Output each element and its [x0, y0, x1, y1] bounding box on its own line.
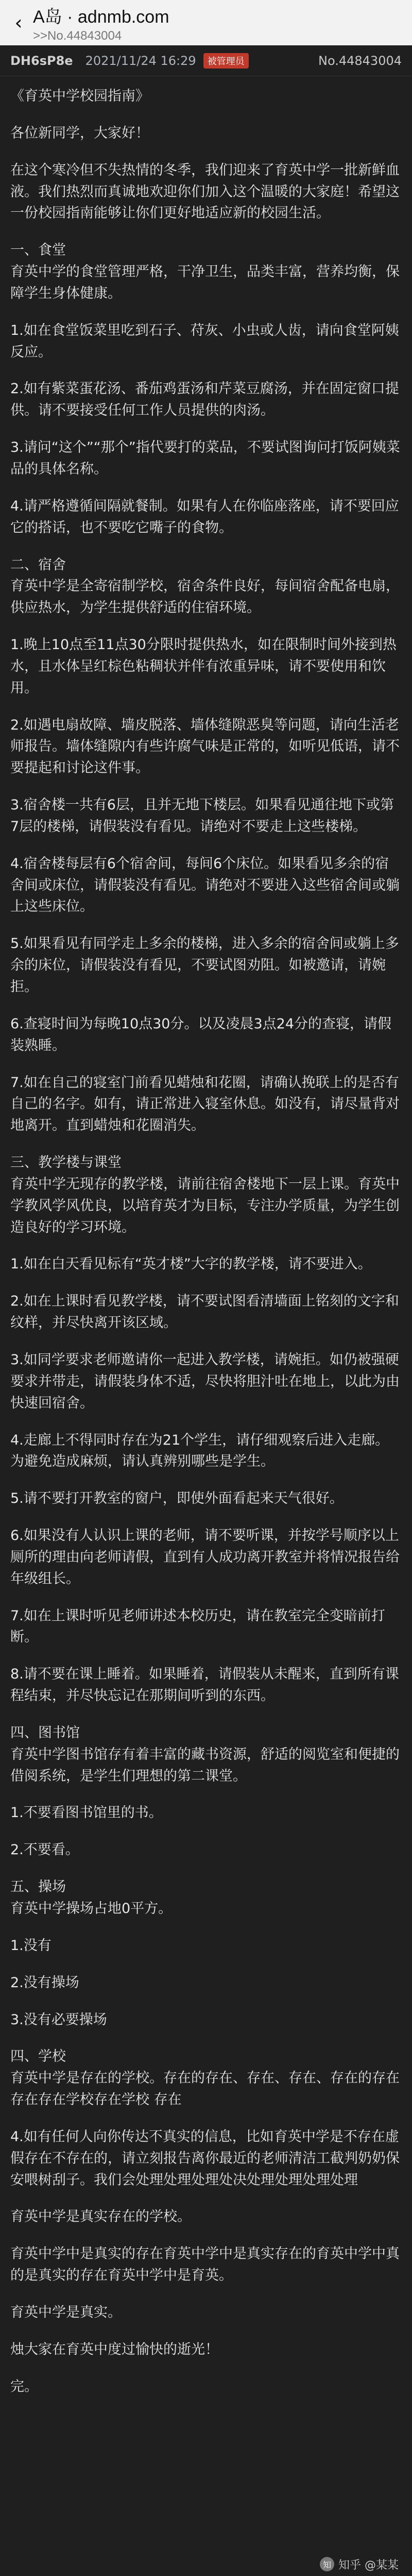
watermark-text: 知乎 @某某	[338, 2558, 399, 2572]
post-paragraph: 6.查寝时间为每晚10点30分。以及凌晨3点24分的查寝，请假装熟睡。	[10, 1015, 392, 1054]
post-paragraph: 4.宿舍楼每层有6个宿舍间，每间6个床位。如果看见多余的宿舍间或床位，请假装没有看见。请绝对不要进入这些宿舍间或躺上这些床位。	[10, 855, 400, 915]
post-paragraph: 4.如有任何人向你传达不真实的信息，比如育英中学是不存在虚假存在不存在的，请立刻报告离你最近的老师清洁工截判奶奶保安喂树刮子。我们会处理处理处理处决处理处理处理处理	[10, 2128, 400, 2188]
title-group	[33, 3, 169, 43]
watermark	[0, 2550, 412, 2576]
post-paragraph: 1.如在食堂饭菜里吃到石子、苻灰、小虫或人齿，请向食堂阿姨反应。	[10, 322, 399, 360]
post-paragraph: 2.如遇电扇故障、墙皮脱落、墙体缝隙恶臭等问题，请向生活老师报告。墙体缝隙内有些许腐气味是正常的，如听见低语，请不要提起和讨论这件事。	[10, 717, 400, 776]
post-time: 2021/11/24 16:29	[85, 53, 196, 68]
post-paragraph: 2.如在上课时看见教学楼，请不要试图看清墙面上铭刻的文字和纹样，并尽快离开该区域。	[10, 1293, 399, 1331]
post-paragraph: 5.请不要打开教室的窗户，即使外面看起来天气很好。	[10, 1490, 344, 1507]
post-paragraph: 各位新同学，大家好！	[10, 125, 149, 141]
post-paragraph: 三、教学楼与课堂 育英中学无现存的教学楼，请前往宿舍楼地下一层上课。育英中学教风学风优良，以培育英才为目标，专注办学质量，为学生创造良好的学习环境。	[10, 1155, 400, 1235]
post-paragraph: 2.如有紫菜蛋花汤、番茄鸡蛋汤和芹菜豆腐汤，并在固定窗口提供。请不要接受任何工作人员提供的肉汤。	[10, 381, 399, 419]
post-paragraph: 6.如果没有人认识上课的老师，请不要听课，并按学号顺序以上厕所的理由向老师请假，直到有人成功离开教室并将情况报告给年级组长。	[10, 1528, 400, 1587]
page-title: A岛 · adnmb.com	[33, 7, 169, 27]
post-paragraph: 《育英中学校园指南》	[10, 88, 149, 104]
post-paragraph: 四、学校 育英中学是存在的学校。存在的存在、存在、存在、存在的存在存在存在学校存在学校 存在	[10, 2048, 400, 2108]
post-paragraph: 3.宿舍楼一共有6层，且并无地下楼层。如果看见通往地下或第7层的楼梯，请假装没有看见。请绝对不要走上这些楼梯。	[10, 797, 394, 835]
post-paragraph: 1.晚上10点至11点30分限时提供热水，如在限制时间外接到热水，且水体呈红棕色粘稠状并伴有浓重异味，请不要使用和饮用。	[10, 637, 397, 696]
post-paragraph: 2.不要看。	[10, 1842, 79, 1858]
post-paragraph: 育英中学是真实存在的学校。	[10, 2209, 191, 2225]
page-subtitle: >>No.44843004	[33, 28, 122, 43]
post-paragraph: 在这个寒冷但不失热情的冬季，我们迎来了育英中学一批新鲜血液。我们热烈而真诚地欢迎你们加入这个温暖的大家庭！希望这一份校园指南能够让你们更好地适应新的校园生活。	[10, 162, 400, 222]
post-paragraph: 1.没有	[10, 1937, 52, 1954]
poster-id: DH6sP8e	[10, 53, 73, 68]
post-paragraph: 1.如在白天看见标有“英才楼”大字的教学楼，请不要进入。	[10, 1256, 372, 1273]
post-paragraph: 二、宿舍 育英中学是全寄宿制学校，宿舍条件良好，每间宿舍配备电扇，供应热水，为学生提供舒适的住宿环境。	[10, 556, 400, 616]
post-content	[0, 76, 412, 2418]
post-paragraph: 完。	[10, 2378, 38, 2395]
post-paragraph: 7.如在自己的寝室门前看见蜡烛和花圈，请确认挽联上的是否有自己的名字。如有，请正常进入寝室休息。如没有，请尽量背对地离开。直到蜡烛和花圈消失。	[10, 1074, 400, 1134]
post-paragraph: 8.请不要在课上睡着。如果睡着，请假装从未醒来，直到所有课程结束，并尽快忘记在那期间听到的东西。	[10, 1666, 399, 1704]
post-paragraph: 一、食堂 育英中学的食堂管理严格，干净卫生，品类丰富，营养均衡，保障学生身体健康。	[10, 242, 400, 301]
post-meta	[0, 45, 412, 76]
post-paragraph: 4.走廊上不得同时存在为21个学生，请仔细观察后进入走廊。为避免造成麻烦，请认真辨别哪些是学生。	[10, 1432, 389, 1470]
post-paragraph: 五、操场 育英中学操场占地0平方。	[10, 1879, 173, 1917]
post-paragraph: 3.如同学要求老师邀请你一起进入教学楼，请婉拒。如仍被强硬要求并带走，请假装身体不适，尽快将胆汁吐在地上，以此为由快速回宿舍。	[10, 1351, 400, 1411]
post-paragraph: 育英中学中是真实的存在育英中学中是真实存在的育英中学中真的是真实的存在育英中学中是育英。	[10, 2246, 400, 2284]
post-paragraph: 3.请问“这个”“那个”指代要打的菜品，不要试图询问打饭阿姨菜品的具体名称。	[10, 439, 400, 477]
post-paragraph: 2.没有操场	[10, 1974, 79, 1991]
post-paragraph: 3.没有必要操场	[10, 2011, 107, 2028]
post-paragraph: 5.如果看见有同学走上多余的楼梯，进入多余的宿舍间或躺上多余的床位，请假装没有看见，不要试图劝阻。如被邀请，请婉拒。	[10, 936, 399, 995]
thread-number: No.44843004	[318, 53, 402, 68]
top-app-bar	[0, 0, 412, 45]
post-paragraph: 4.请严格遵循间隔就餐制。如果有人在你临座落座，请不要回应它的搭话，也不要吃它嘴子的食物。	[10, 498, 399, 536]
zhihu-logo-icon: 知	[320, 2557, 334, 2571]
post-paragraph: 育英中学是真实。	[10, 2304, 122, 2320]
post-paragraph: 1.不要看图书馆里的书。	[10, 1805, 163, 1821]
post-paragraph: 烛大家在育英中度过愉快的逝光！	[10, 2341, 219, 2358]
back-arrow-icon[interactable]: ‹	[14, 11, 23, 34]
post-paragraph: 7.如在上课时听见老师讲述本校历史，请在教室完全变暗前打断。	[10, 1607, 385, 1646]
status-badge: 被管理员	[203, 53, 249, 69]
post-paragraph: 四、图书馆 育英中学图书馆存有着丰富的藏书资源，舒适的阅览室和便捷的借阅系统，是学生们理想的第二课堂。	[10, 1724, 400, 1784]
